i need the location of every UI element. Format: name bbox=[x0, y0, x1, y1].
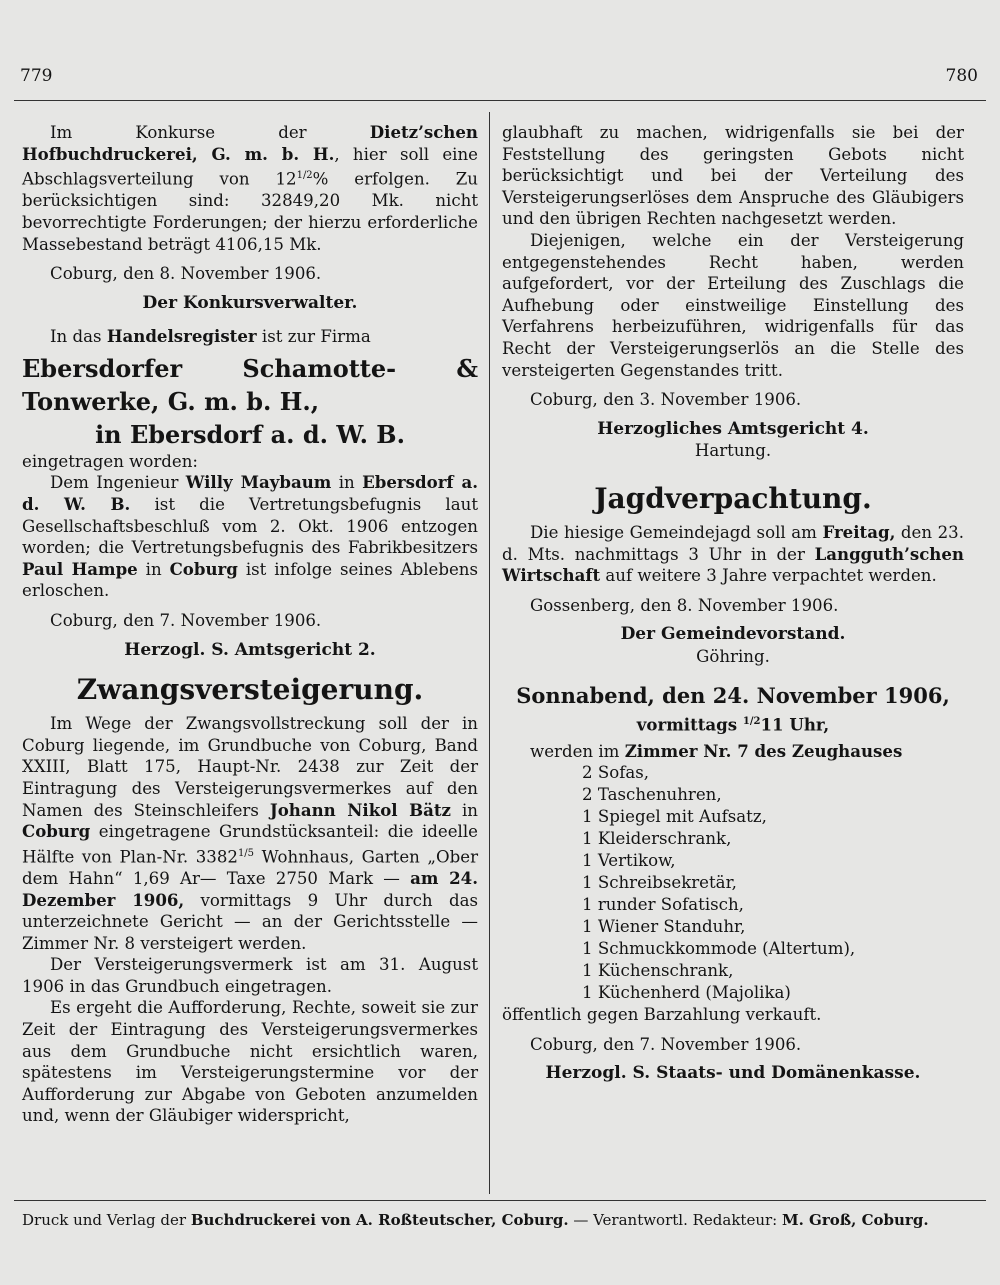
text: ist zur Firma bbox=[256, 327, 371, 347]
top-rule bbox=[14, 100, 986, 101]
signer-name: Göhring. bbox=[696, 646, 770, 666]
foreclosure-continuation bbox=[502, 122, 964, 462]
auction-item-list bbox=[582, 762, 964, 1004]
text: Im Konkurse der bbox=[50, 123, 370, 142]
imprint-footer bbox=[22, 1211, 978, 1229]
auction-heading: Sonnabend, den 24. November 1906, bbox=[516, 683, 950, 709]
place-name: Ebersdorf a. d. W. B. bbox=[22, 472, 478, 515]
firm-location: in Ebersdorf a. d. W. B. bbox=[95, 419, 405, 449]
editor-name: M. Groß, Coburg. bbox=[781, 1211, 929, 1229]
text: vormittags bbox=[636, 715, 743, 735]
text: Dem Ingenieur bbox=[50, 473, 186, 493]
text: , hier soll eine Abschlagsverteilung von 12 bbox=[22, 144, 478, 189]
signature: Herzogl. S. Staats- und Domänenkasse. bbox=[545, 1063, 921, 1084]
auction-item: 1 Schreibsekretär, bbox=[582, 873, 737, 893]
left-column bbox=[22, 122, 478, 1127]
notice-text bbox=[22, 326, 478, 348]
notice-body bbox=[22, 472, 478, 602]
notice-body bbox=[22, 713, 478, 954]
dateline: Gossenberg, den 8. November 1906. bbox=[530, 595, 839, 615]
auction-date: am 24. Dezember 1906, bbox=[22, 867, 478, 910]
text: ist infolge seines Ablebens erloschen. bbox=[22, 559, 479, 601]
notice-text bbox=[22, 122, 478, 255]
signature: Der Gemeindevorstand. bbox=[620, 624, 846, 645]
signature: Der Konkursverwalter. bbox=[142, 292, 358, 313]
dateline: Coburg, den 7. November 1906. bbox=[530, 1034, 802, 1054]
dateline: Coburg, den 8. November 1906. bbox=[50, 264, 322, 284]
text: 11 Uhr, bbox=[760, 715, 830, 735]
notice-heading: Zwangsversteigerung. bbox=[76, 673, 424, 707]
signature: Herzogliches Amtsgericht 4. bbox=[597, 418, 869, 439]
column-divider bbox=[489, 112, 490, 1194]
auction-item: 1 Spiegel mit Aufsatz, bbox=[582, 807, 767, 827]
person-name: Paul Hampe bbox=[22, 558, 138, 579]
register-notice bbox=[22, 326, 478, 661]
place-name: Coburg bbox=[169, 558, 238, 579]
auction-notice bbox=[502, 681, 964, 1085]
auction-item: 1 Wiener Standuhr, bbox=[582, 917, 746, 937]
signature: Herzogl. S. Amtsgericht 2. bbox=[124, 639, 376, 660]
place-name: Coburg bbox=[22, 821, 91, 842]
weekday: Freitag, bbox=[822, 521, 896, 542]
dateline: Coburg, den 3. November 1906. bbox=[530, 390, 802, 410]
auction-time bbox=[502, 711, 964, 736]
notice-heading: Jagdverpachtung. bbox=[594, 481, 872, 515]
text: % erfolgen. Zu berücksichtigen sind: 32849,20 Mk. nicht bevorrechtigte Forderungen; der hierzu erforderliche Massebestand beträgt 4106,15 Mk. bbox=[22, 169, 478, 254]
notice-paragraph: Diejenigen, welche ein der Versteigerung entgegenstehendes Recht haben, werden aufgefordert, vor der Erteilung des Zuschlags die Aufhebung oder einstweilige Einstellung des Verfahrens herbeizuführen, widrigenfalls für das Recht der Versteigerungserlös an die Stelle des versteigerten Gegenstandes tritt. bbox=[502, 230, 964, 380]
notice-text: eingetragen worden: bbox=[22, 451, 199, 471]
text: vormittags 9 Uhr durch das unterzeichnete Gericht — an der Gerichtsstelle — Zimmer Nr. 8 versteigert werden. bbox=[22, 890, 478, 953]
publisher-name: Buchdruckerei von A. Roßteutscher, Coburg. bbox=[190, 1211, 569, 1229]
auction-item: 1 Kleiderschrank, bbox=[582, 829, 732, 849]
page-number-left: 779 bbox=[20, 66, 53, 86]
fraction: 1/2 bbox=[296, 170, 313, 182]
bottom-rule bbox=[14, 1200, 986, 1201]
auction-item: 1 Küchenherd (Majolika) bbox=[582, 983, 791, 1003]
register-name: Handelsregister bbox=[106, 326, 257, 347]
venue-name: Langguth’schen Wirtschaft bbox=[502, 543, 964, 586]
person-name: Willy Maybaum bbox=[185, 472, 332, 493]
text: auf weitere 3 Jahre verpachtet werden. bbox=[600, 566, 937, 586]
auction-item: 1 runder Sofatisch, bbox=[582, 895, 744, 915]
text: in bbox=[331, 473, 363, 493]
text: werden im bbox=[530, 741, 625, 761]
text: Wohnhaus, Garten „Ober dem Hahn“ 1,69 Ar— Taxe 2750 Mark — bbox=[22, 847, 478, 888]
room-name: Zimmer Nr. 7 des Zeughauses bbox=[624, 740, 903, 761]
text: eingetragene Grundstücksanteil: die ideelle Hälfte von Plan-Nr. 3382 bbox=[22, 822, 478, 867]
text: — Verantwortl. Redakteur: bbox=[568, 1211, 782, 1229]
text: in bbox=[450, 800, 478, 820]
notice-paragraph: Der Versteigerungsvermerk ist am 31. August 1906 in das Grundbuch eingetragen. bbox=[22, 955, 478, 996]
text: Druck und Verlag der bbox=[22, 1211, 191, 1229]
text: ist die Vertretungsbefugnis laut Gesellschaftsbeschluß vom 2. Okt. 1906 entzogen worden; die Vertretungsbefugnis des Fabrikbesitzers bbox=[22, 495, 478, 558]
notice-paragraph: glaubhaft zu machen, widrigenfalls sie bei der Feststellung des geringsten Gebots nicht berücksichtigt und bei der Verteilung des Versteigerungserlöses dem Anspruche des Gläubigers und den übrigen Rechten nachgesetzt werden. bbox=[502, 123, 964, 229]
text: in bbox=[137, 559, 170, 579]
bankruptcy-notice bbox=[22, 122, 478, 314]
text: Die hiesige Gemeindejagd soll am bbox=[530, 522, 823, 542]
right-column bbox=[502, 122, 964, 1085]
firm-name: Ebersdorfer Schamotte- & Tonwerke, G. m. b. H., bbox=[22, 353, 478, 416]
auction-location bbox=[502, 741, 964, 763]
signer-name: Hartung. bbox=[694, 441, 772, 461]
auction-item: 2 Sofas, bbox=[582, 763, 650, 783]
text: den 23. d. Mts. nachmittags 3 Uhr in der bbox=[502, 522, 964, 564]
notice-body bbox=[502, 522, 964, 587]
hunting-lease-notice bbox=[502, 480, 964, 668]
person-name: Johann Nikol Bätz bbox=[269, 799, 451, 820]
fraction: 1/5 bbox=[237, 847, 255, 859]
text: Im Wege der Zwangsvollstreckung soll der in Coburg liegende, im Grundbuche von Coburg, Band XXIII, Blatt 175, Haupt-Nr. 2438 zur Zeit der Eintragung des Versteigerungsvermerkes auf den Namen des Steinschleifers bbox=[22, 714, 478, 820]
fraction: 1/2 bbox=[742, 716, 761, 728]
dateline: Coburg, den 7. November 1906. bbox=[50, 611, 322, 631]
auction-item: 1 Schmuckkommode (Altertum), bbox=[582, 939, 856, 959]
notice-paragraph: Es ergeht die Aufforderung, Rechte, soweit sie zur Zeit der Eintragung des Versteigerungsvermerkes aus dem Grundbuche nicht ersichtlich waren, spätestens im Versteigerungstermine vor der Aufforderung zur Abgabe von Geboten anzumelden und, wenn der Gläubiger widerspricht, bbox=[22, 998, 478, 1126]
auction-item: 1 Vertikow, bbox=[582, 851, 676, 871]
notice-text: öffentlich gegen Barzahlung verkauft. bbox=[502, 1005, 822, 1025]
text: In das bbox=[50, 327, 107, 347]
auction-item: 2 Taschenuhren, bbox=[582, 785, 722, 805]
company-name: Dietz’schen Hofbuchdruckerei, G. m. b. H. bbox=[22, 122, 478, 164]
page-number-right: 780 bbox=[945, 66, 978, 86]
foreclosure-notice bbox=[22, 671, 478, 1127]
auction-item: 1 Küchenschrank, bbox=[582, 961, 734, 981]
